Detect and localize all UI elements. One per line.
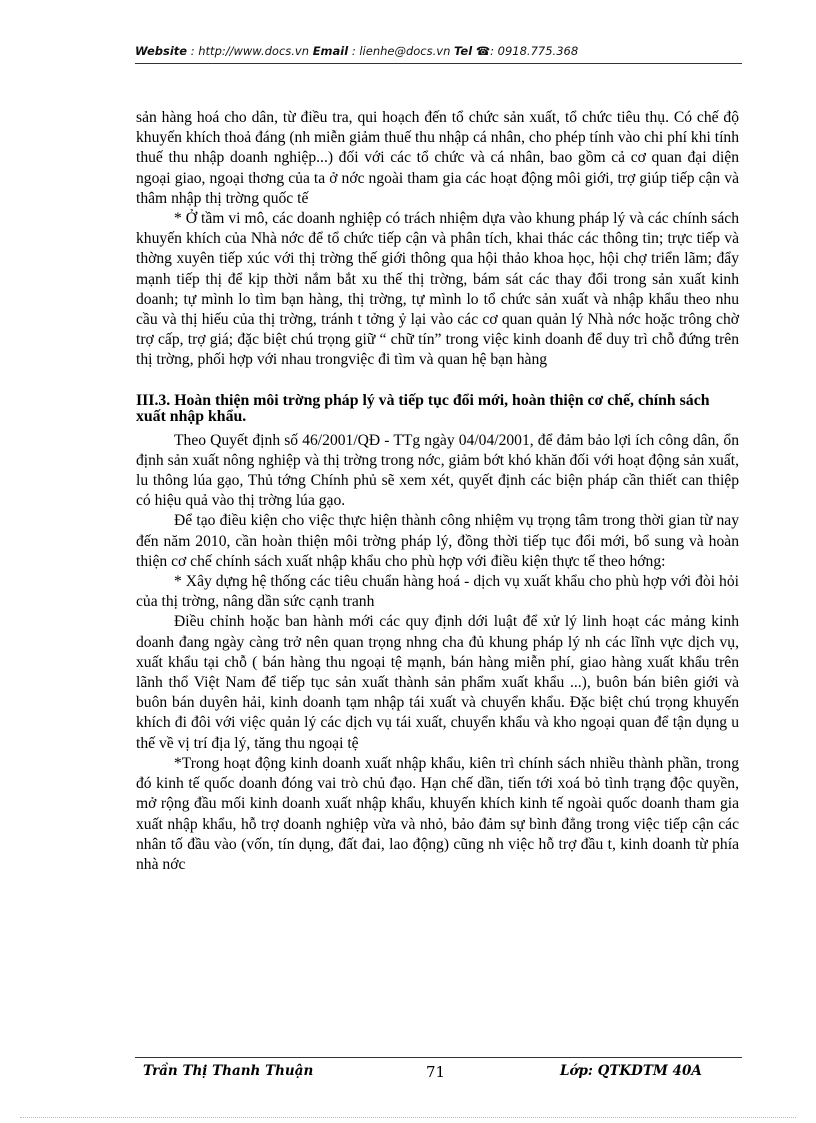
paragraph-2: * Ở tầm vi mô, các doanh nghiệp có trách nhiệm dựa vào khung pháp lý và các chính sách khuyến khích của Nhà nớc để tổ chức tiếp cận và phân tích, khai thác các thông tin; trực tiếp và thờng xuyên tiếp xúc với thị trờng thế giới thông qua hội thảo khoa học, hội chợ triển lãm; đẩy mạnh tiếp thị để kịp thời nắm bắt xu thế thị trờng, bám sát các thay đổi trong sản xuất kinh doanh; tự mình lo tìm bạn hàng, thị trờng, tự mình lo tổ chức sản xuất và nhập khẩu theo nhu cầu và thị hiếu của thị trờng, tránh t tởng ỷ lại vào các cơ quan quản lý Nhà nớc hoặc trông chờ trợ cấp, trợ giá; đặc biệt chú trọng giữ “ chữ tín” trong việc kinh doanh để duy trì chỗ đứng trên thị trờng, phối hợp với nhau trongviệc đi tìm và quan hệ bạn hàng xyxy=(136,210,739,369)
body-text xyxy=(136,108,739,875)
paragraph-3: Theo Quyết định số 46/2001/QĐ - TTg ngày 04/04/2001, để đảm bảo lợi ích công dân, ổn định sản xuất nông nghiệp và thị trờng trong nớc, giảm bớt khó khăn đối với hoạt động sản xuất, lu thông lúa gạo, Thủ tớng Chính phủ sẽ xem xét, quyết định các biện pháp cần thiết can thiệp có hiệu quả vào thị trờng lúa gạo. xyxy=(136,431,739,510)
email-label: Email xyxy=(312,44,349,58)
tel-label: Tel xyxy=(454,44,473,58)
header-divider xyxy=(135,63,742,64)
footer-author: Trần Thị Thanh Thuận xyxy=(143,1063,314,1079)
footer-divider xyxy=(135,1057,742,1058)
website-url: : http://www.docs.vn xyxy=(190,44,310,58)
paragraph-6: Điều chỉnh hoặc ban hành mới các quy định dới luật để xử lý linh hoạt các mảng kinh doanh đang ngày càng trở nên quan trọng nhng cha đủ khung pháp lý nh các lĩnh vực dịch vụ, xuất khẩu tại chỗ ( bán hàng thu ngoại tệ mạnh, bán hàng miễn phí, giao hàng xuất khẩu trên lãnh thổ Việt Nam để tiếp tục sản xuất thành sản phẩm xuất khẩu ...), buôn bán biên giới và buôn bán duyên hải, kinh doanh tạm nhập tái xuất và chuyển khẩu. Đặc biệt chú trọng khuyến khích đi đôi với việc quản lý các dịch vụ tái xuất, chuyển khẩu và kho ngoại quan để tận dụng u thế về vị trí địa lý, tăng thu ngoại tệ xyxy=(136,613,739,752)
page-header xyxy=(135,44,742,64)
tel-value: : 0918.775.368 xyxy=(490,44,579,58)
paragraph-1: sản hàng hoá cho dân, từ điều tra, qui hoạch đến tổ chức sản xuất, tổ chức tiêu thụ. Có chế độ khuyến khích thoả đáng (nh miễn giảm thuế thu nhập cá nhân, cho phép tính vào chi phí khi tính thuế thu nhập doanh nghiệp...) đối với các tổ chức và cá nhân, bao gồm cả cơ quan đại diện ngoại giao, ngoại thơng của ta ở nớc ngoài tham gia các hoạt động môi giới, trợ giúp tiếp cận và thâm nhập thị trờng quốc tế xyxy=(136,109,739,207)
phone-icon: ☎ xyxy=(475,44,491,58)
page-number: 71 xyxy=(426,1063,446,1081)
paragraph-5: * Xây dựng hệ thống các tiêu chuẩn hàng hoá - dịch vụ xuất khẩu cho phù hợp với đòi hỏi của thị trờng, nâng dần sức cạnh tranh xyxy=(136,573,739,611)
paragraph-4: Để tạo điều kiện cho việc thực hiện thành công nhiệm vụ trọng tâm trong thời gian từ nay đến năm 2010, cần hoàn thiện môi trờng pháp lý, đồng thời tiếp tục đổi mới, bổ sung và hoàn thiện cơ chế chính sách xuất nhập khẩu cho phù hợp với điều kiện thực tế theo hớng: xyxy=(136,512,739,570)
page-edge-divider xyxy=(20,1117,796,1118)
paragraph-7: *Trong hoạt động kinh doanh xuất nhập khẩu, kiên trì chính sách nhiều thành phần, trong đó kinh tế quốc doanh đóng vai trò chủ đạo. Hạn chế dần, tiến tới xoá bỏ tình trạng độc quyền, mở rộng đầu mối kinh doanh xuất nhập khẩu, khuyến khích kinh tế ngoài quốc doanh tham gia xuất nhập khẩu, hỗ trợ doanh nghiệp vừa và nhỏ, bảo đảm sự bình đẳng trong việc tiếp cận các nhân tố đầu vào (vốn, tín dụng, đất đai, lao động) cũng nh việc hỗ trợ đầu t, kinh doanh từ phía nhà nớc xyxy=(136,754,739,873)
email-value: : lienhe@docs.vn xyxy=(351,44,451,58)
website-label: Website xyxy=(135,44,188,58)
footer-class: Lớp: QTKDTM 40A xyxy=(560,1063,702,1079)
section-heading: III.3. Hoàn thiện môi trờng pháp lý và tiếp tục đổi mới, hoàn thiện cơ chế, chính sách xuất nhập khẩu. xyxy=(136,391,710,425)
